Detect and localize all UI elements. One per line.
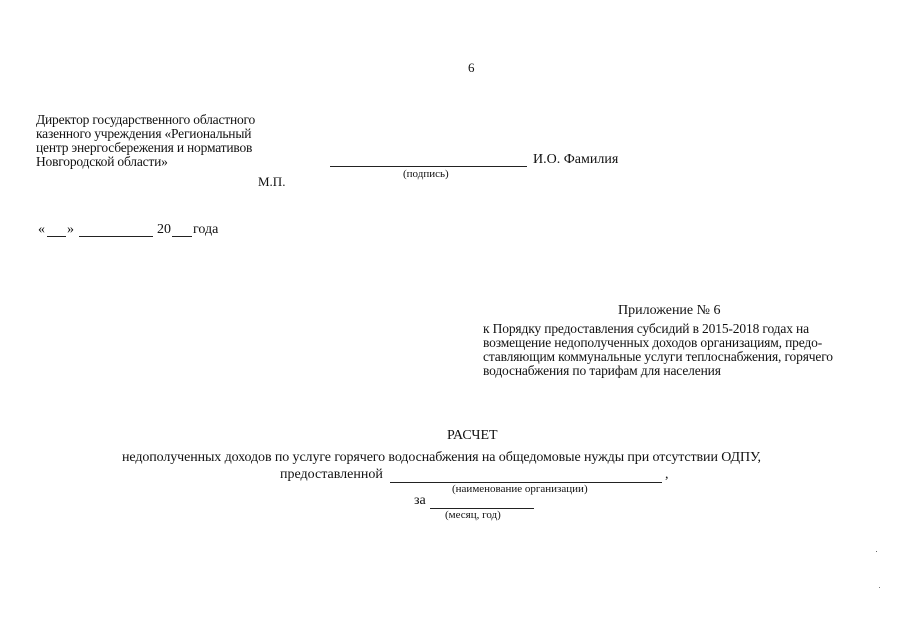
period-label: за — [414, 493, 426, 508]
director-line: центр энергосбережения и нормативов — [36, 140, 253, 155]
signature-line — [330, 166, 527, 167]
director-title — [36, 113, 255, 169]
stamp-placeholder: М.П. — [258, 174, 286, 189]
scan-speck — [879, 587, 880, 588]
appendix-title: Приложение № 6 — [618, 303, 721, 318]
date-year-suffix: года — [193, 222, 219, 237]
signature-caption: (подпись) — [403, 168, 449, 180]
appendix-line: водоснабжения по тарифам для населения — [483, 363, 721, 378]
date-year-prefix: 20 — [157, 222, 171, 237]
date-close-quote: » — [67, 222, 74, 237]
director-line: Новгородской области» — [36, 154, 168, 169]
page-number: 6 — [468, 60, 475, 75]
appendix-line: возмещение недополученных доходов организациям, предо- — [483, 335, 823, 350]
date-open-quote: « — [38, 222, 45, 237]
director-line: казенного учреждения «Региональный — [36, 126, 252, 141]
director-line: Директор государственного областного — [36, 112, 256, 127]
date-day-blank — [47, 236, 66, 237]
calc-heading: РАСЧЕТ — [447, 428, 498, 443]
appendix-text — [483, 322, 833, 378]
appendix-line: ставляющим коммунальные услуги теплоснабжения, горячего — [483, 349, 833, 364]
date-month-blank — [79, 236, 153, 237]
date-year-blank — [172, 236, 192, 237]
period-caption: (месяц, год) — [445, 509, 501, 521]
scan-speck — [876, 551, 877, 552]
organization-caption: (наименование организации) — [452, 483, 588, 495]
provided-by-label: предоставленной — [280, 467, 383, 482]
calc-subtitle: недополученных доходов по услуге горячего водоснабжения на общедомовые нужды при отсутствии ОДПУ, — [122, 450, 761, 465]
provided-by-comma: , — [665, 467, 669, 482]
signature-name: И.О. Фамилия — [533, 152, 619, 167]
appendix-line: к Порядку предоставления субсидий в 2015-2018 годах на — [483, 321, 809, 336]
